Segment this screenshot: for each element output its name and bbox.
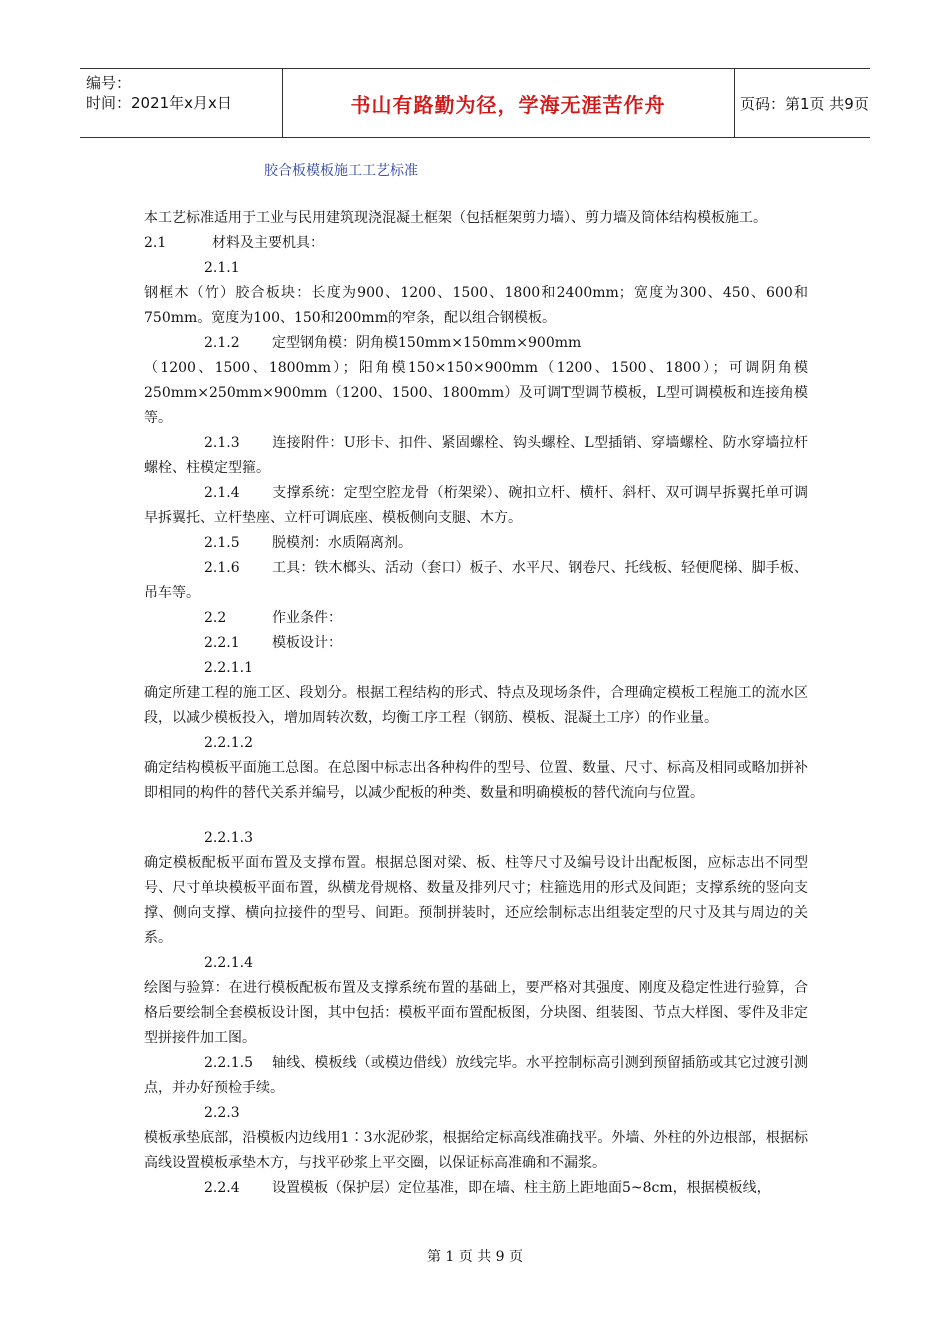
spacer xyxy=(144,806,808,826)
section-number: 2.2.1.4 xyxy=(204,955,253,971)
paragraph: （1200、1500、1800mm）；阳角模150×150×900mm（1200、1500、1800）；可调阴角模250mm×250mm×900mm（1200、1500、1800mm）及可调T型调节模板，L型可调模板和连接角模等。 xyxy=(144,360,808,426)
paragraph-text: 连接附件：U形卡、扣件、紧固螺栓、钩头螺栓、L型插销、穿墙螺栓、防水穿墙拉杆螺栓、柱模定型箍。 xyxy=(144,435,808,476)
section-heading: 材料及主要机具： xyxy=(212,235,324,251)
section-number: 2.2.1.3 xyxy=(204,830,253,846)
paragraph xyxy=(144,1176,808,1201)
paragraph-text: 工具：铁木榔头、活动（套口）板子、水平尺、钢卷尺、托线板、轻便爬梯、脚手板、吊车等。 xyxy=(144,560,808,601)
section-number: 2.2.1.2 xyxy=(204,735,253,751)
header-page-label: 页码：第1页 共9页 xyxy=(740,94,869,113)
paragraph xyxy=(144,531,808,556)
paragraph xyxy=(144,481,808,531)
section-number: 2.2 xyxy=(204,610,227,626)
page-footer: 第 1 页 共 9 页 xyxy=(426,1249,524,1265)
section-number: 2.1.4 xyxy=(204,485,240,501)
header-divider-right xyxy=(734,69,735,137)
section-number: 2.2.1 xyxy=(204,635,240,651)
paragraph xyxy=(144,231,808,256)
paragraph-text: 脱模剂：水质隔离剂。 xyxy=(272,535,412,551)
paragraph: 确定模板配板平面布置及支撑布置。根据总图对梁、板、柱等尺寸及编号设计出配板图，应标志出不同型号、尺寸单块模板平面布置，纵横龙骨规格、数量及排列尺寸；柱箍选用的形式及间距；支撑系统的竖向支撑、侧向支撑、横向拉接件的型号、间距。预制拼装时，还应绘制标志出组装定型的尺寸及其与周边的关系。 xyxy=(144,855,808,946)
section-number: 2.2.3 xyxy=(204,1105,240,1121)
paragraph xyxy=(144,331,808,356)
header-motto: 书山有路勤为径，学海无涯苦作舟 xyxy=(350,92,666,117)
section-number: 2.1.5 xyxy=(204,535,240,551)
paragraph-text: 轴线、模板线（或模边借线）放线完毕。水平控制标高引测到预留插筋或其它过渡引测点，并办好预检手续。 xyxy=(144,1055,808,1096)
section-number: 2.2.1.1 xyxy=(204,660,253,676)
section-heading: 作业条件： xyxy=(272,610,342,626)
paragraph xyxy=(144,631,808,656)
header-number-label: 编号： xyxy=(86,74,132,92)
document-title: 胶合板模板施工工艺标准 xyxy=(264,163,418,179)
paragraph: 模板承垫底部，沿模板内边线用1∶3水泥砂浆，根据给定标高线准确找平。外墙、外柱的外边根部，根据标高线设置模板承垫木方，与找平砂浆上平交圈，以保证标高准确和不漏浆。 xyxy=(144,1130,808,1171)
section-number: 2.1.3 xyxy=(204,435,240,451)
page-header xyxy=(80,68,870,138)
header-date-label: 时间：2021年x月x日 xyxy=(86,94,232,112)
section-number: 2.1.6 xyxy=(204,560,240,576)
paragraph xyxy=(144,556,808,606)
paragraph: 确定结构模板平面施工总图。在总图中标志出各种构件的型号、位置、数量、尺寸、标高及相同或略加拼补即相同的构件的替代关系并编号，以减少配板的种类、数量和明确模板的替代流向与位置。 xyxy=(144,760,808,801)
paragraph xyxy=(144,1051,808,1101)
document-body xyxy=(144,206,808,1201)
paragraph-text: 支撑系统：定型空腔龙骨（桁架梁）、碗扣立杆、横杆、斜杆、双可调早拆翼托单可调早拆翼托、立杆垫座、立杆可调底座、模板侧向支腿、木方。 xyxy=(144,485,808,526)
paragraph xyxy=(144,431,808,481)
paragraph: 钢框木（竹）胶合板块：长度为900、1200、1500、1800和2400mm；宽度为300、450、600和750mm。宽度为100、150和200mm的窄条，配以组合钢模板。 xyxy=(144,285,808,326)
header-meta xyxy=(86,73,276,113)
section-heading: 模板设计： xyxy=(272,635,342,651)
paragraph-text: 设置模板（保护层）定位基准，即在墙、柱主筋上距地面5~8cm，根据模板线， xyxy=(272,1180,771,1196)
section-number: 2.2.4 xyxy=(204,1180,240,1196)
section-number: 2.1.2 xyxy=(204,335,240,351)
paragraph: 绘图与验算：在进行模板配板布置及支撑系统布置的基础上，要严格对其强度、刚度及稳定性进行验算，合格后要绘制全套模板设计图，其中包括：模板平面布置配板图，分块图、组装图、节点大样图、零件及非定型拼接件加工图。 xyxy=(144,980,808,1046)
section-number: 2.1 xyxy=(144,235,167,251)
paragraph xyxy=(144,606,808,631)
paragraph: 确定所建工程的施工区、段划分。根据工程结构的形式、特点及现场条件，合理确定模板工程施工的流水区段，以减少模板投入，增加周转次数，均衡工序工程（钢筋、模板、混凝土工序）的作业量。 xyxy=(144,685,808,726)
section-number: 2.1.1 xyxy=(204,260,240,276)
paragraph: 本工艺标准适用于工业与民用建筑现浇混凝土框架（包括框架剪力墙）、剪力墙及筒体结构模板施工。 xyxy=(144,210,767,226)
section-number: 2.2.1.5 xyxy=(204,1055,253,1071)
paragraph-text: 定型钢角模：阴角模150mm×150mm×900mm xyxy=(272,335,582,351)
